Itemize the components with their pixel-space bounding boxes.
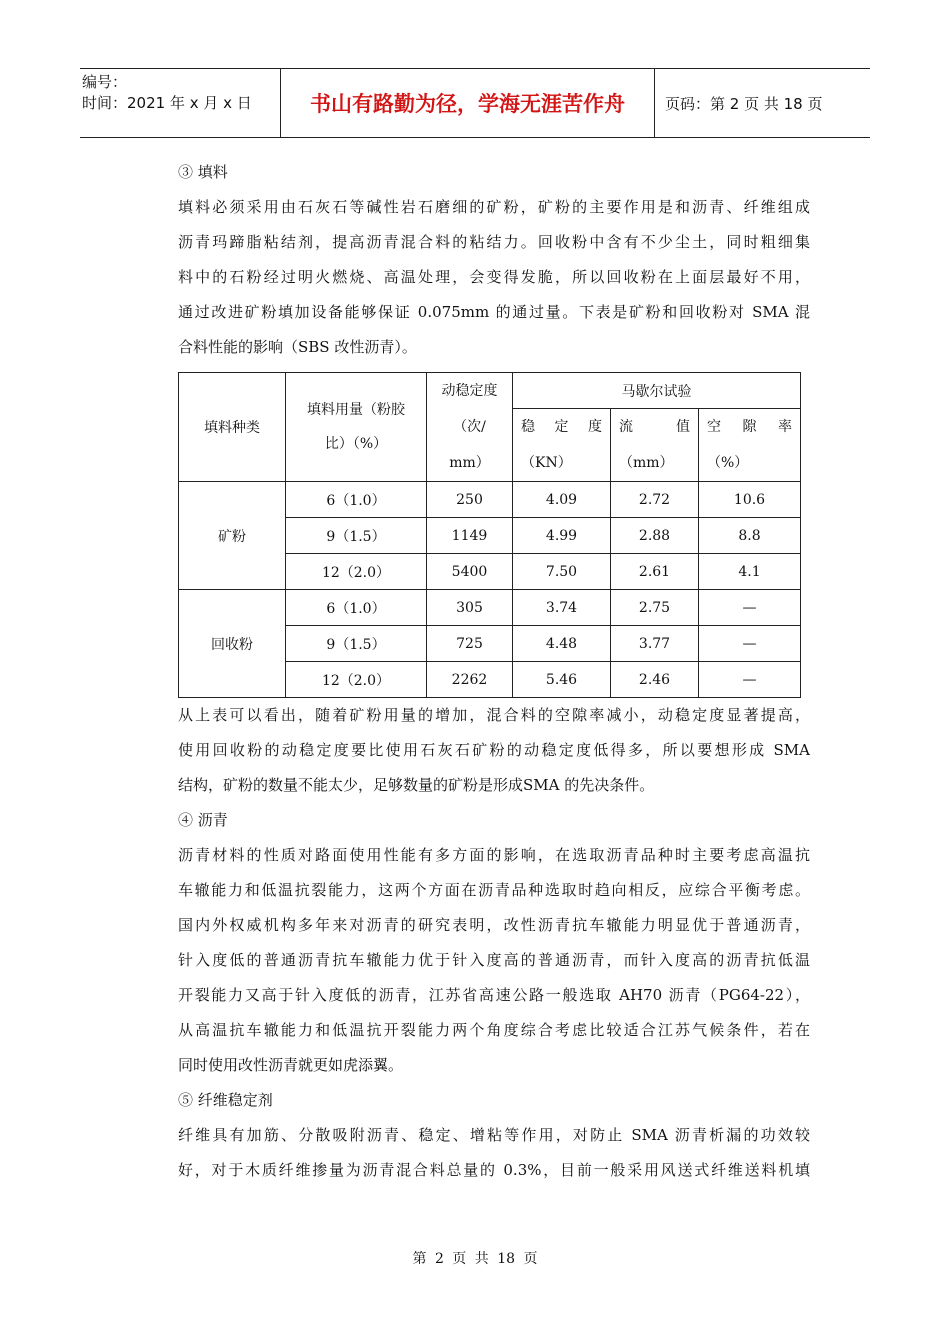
page-footer: 第 2 页 共 18 页	[412, 1251, 538, 1267]
cell-stability: 4.48	[513, 626, 611, 662]
header-dynamic-line: （次/	[453, 419, 486, 435]
cell-stability: 4.99	[513, 518, 611, 554]
document-body	[178, 155, 810, 1188]
header-char: 值	[676, 419, 690, 435]
cell-dynamic: 250	[427, 482, 513, 518]
cell-flow: 2.88	[611, 518, 699, 554]
paragraph-line: 结构，矿粉的数量不能太少，足够数量的矿粉是形成SMA 的先决条件。	[178, 776, 655, 794]
cell-dosage: 9（1.5）	[286, 626, 427, 662]
header-char: 度	[588, 419, 602, 435]
cell-stability: 5.46	[513, 662, 611, 698]
paragraph-line: 使用回收粉的动稳定度要比使用石灰石矿粉的动稳定度低得多，所以要想形成 SMA	[178, 741, 810, 759]
header-page-info: 页码：第 2 页 共 18 页	[665, 95, 823, 113]
header-char: 空	[707, 419, 721, 435]
cell-dynamic: 305	[427, 590, 513, 626]
paragraph-line: 从上表可以看出，随着矿粉用量的增加，混合料的空隙率减小，动稳定度显著提高，	[178, 706, 810, 724]
header-motto: 书山有路勤为径，学海无涯苦作舟	[280, 69, 655, 137]
paragraph-line: 纤维具有加筋、分散吸附沥青、稳定、增粘等作用，对防止 SMA 沥青析漏的功效较	[178, 1126, 810, 1144]
section-heading-filler: ③ 填料	[178, 163, 228, 181]
header-char: 率	[778, 419, 793, 435]
header-dosage	[286, 373, 427, 482]
paragraph-line: 开裂能力又高于针入度低的沥青，江苏省高速公路一般选取 AH70 沥青（PG64-22），	[178, 986, 810, 1004]
paragraph-line: 沥青玛蹄脂粘结剂，提高沥青混合料的粘结力。回收粉中含有不少尘土，同时粗细集	[178, 233, 810, 251]
document-date: 时间：2021 年 x 月 x 日	[82, 94, 252, 112]
header-flow-unit: （mm）	[619, 455, 674, 471]
cell-void: —	[699, 590, 801, 626]
paragraph-line: 填料必须采用由石灰石等碱性岩石磨细的矿粉，矿粉的主要作用是和沥青、纤维组成	[178, 198, 810, 216]
header-filler-type: 填料种类	[179, 373, 286, 482]
paragraph-line: 针入度低的普通沥青抗车辙能力优于针入度高的普通沥青，而针入度高的沥青抗低温	[178, 951, 810, 969]
cell-dosage: 6（1.0）	[286, 590, 427, 626]
header-dynamic-stability	[427, 373, 513, 482]
cell-flow: 2.72	[611, 482, 699, 518]
cell-void: 10.6	[699, 482, 801, 518]
filler-performance-table	[178, 372, 801, 698]
cell-flow: 2.61	[611, 554, 699, 590]
cell-stability: 4.09	[513, 482, 611, 518]
cell-void: —	[699, 662, 801, 698]
cell-flow: 3.77	[611, 626, 699, 662]
paragraph-line: 车辙能力和低温抗裂能力，这两个方面在沥青品种选取时趋向相反，应综合平衡考虑。	[178, 881, 810, 899]
cell-dosage: 9（1.5）	[286, 518, 427, 554]
paragraph-line: 国内外权威机构多年来对沥青的研究表明，改性沥青抗车辙能力明显优于普通沥青，	[178, 916, 810, 934]
header-stability	[513, 409, 611, 482]
header-dynamic-line: 动稳定度	[441, 383, 498, 399]
header-dosage-line: 填料用量（粉胶	[307, 402, 405, 418]
cell-dosage: 12（2.0）	[286, 554, 427, 590]
document-number-label: 编号：	[82, 73, 128, 91]
header-void	[699, 409, 801, 482]
cell-stability: 3.74	[513, 590, 611, 626]
paragraph-line: 料中的石粉经过明火燃烧、高温处理，会变得发脆，所以回收粉在上面层最好不用，	[178, 268, 810, 286]
header-left	[82, 72, 280, 114]
paragraph-line: 同时使用改性沥青就更如虎添翼。	[178, 1056, 404, 1074]
header-dynamic-line: mm）	[449, 455, 490, 471]
paragraph-line: 好，对于木质纤维掺量为沥青混合料总量的 0.3%，目前一般采用风送式纤维送料机填	[178, 1161, 810, 1179]
header-stability-unit: （KN）	[521, 455, 572, 471]
header-char: 定	[554, 419, 569, 435]
header-flow-label	[611, 409, 698, 445]
header-flow	[611, 409, 699, 482]
header-char: 稳	[521, 419, 535, 435]
paragraph-line: 从高温抗车辙能力和低温抗开裂能力两个角度综合考虑比较适合江苏气候条件，若在	[178, 1021, 810, 1039]
paragraph-line: 通过改进矿粉填加设备能够保证 0.075mm 的通过量。下表是矿粉和回收粉对 SMA 混	[178, 303, 810, 321]
cell-dynamic: 1149	[427, 518, 513, 554]
cell-dynamic: 2262	[427, 662, 513, 698]
cell-void: —	[699, 626, 801, 662]
cell-void: 4.1	[699, 554, 801, 590]
cell-stability: 7.50	[513, 554, 611, 590]
header-marshall-test: 马歇尔试验	[513, 373, 801, 409]
header-char: 隙	[742, 419, 757, 435]
cell-dosage: 6（1.0）	[286, 482, 427, 518]
group-name: 矿粉	[179, 482, 286, 590]
paragraph-line: 沥青材料的性质对路面使用性能有多方面的影响，在选取沥青品种时主要考虑高温抗	[178, 846, 810, 864]
cell-dynamic: 5400	[427, 554, 513, 590]
cell-flow: 2.46	[611, 662, 699, 698]
section-heading-fiber: ⑤ 纤维稳定剂	[178, 1091, 273, 1109]
table-row	[179, 482, 801, 518]
header-void-unit: （%）	[707, 455, 749, 471]
header-stability-label	[513, 409, 610, 445]
cell-dosage: 12（2.0）	[286, 662, 427, 698]
table-row	[179, 590, 801, 626]
group-name: 回收粉	[179, 590, 286, 698]
header-dosage-line: 比）（%）	[324, 436, 388, 452]
cell-dynamic: 725	[427, 626, 513, 662]
header-char: 流	[619, 419, 633, 435]
paragraph-line: 合料性能的影响（SBS 改性沥青）。	[178, 338, 417, 356]
header-void-label	[699, 409, 800, 445]
section-heading-asphalt: ④ 沥青	[178, 811, 228, 829]
cell-flow: 2.75	[611, 590, 699, 626]
page-header	[80, 68, 870, 138]
cell-void: 8.8	[699, 518, 801, 554]
